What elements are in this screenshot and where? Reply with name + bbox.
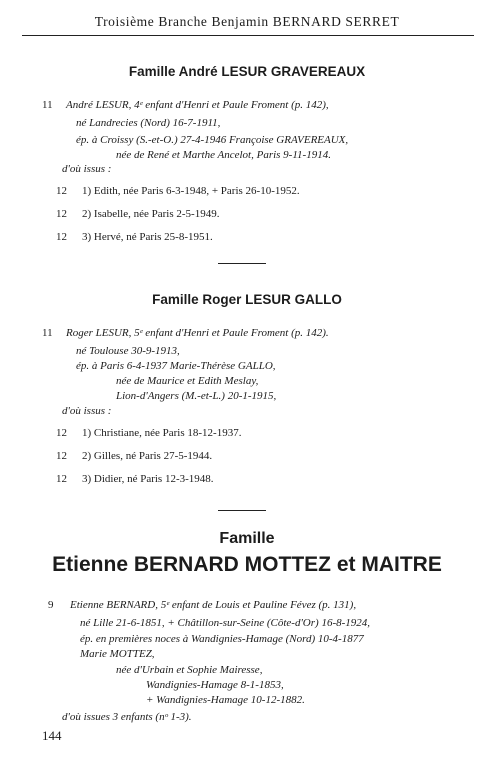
entry-line: Etienne BERNARD, 5ᵉ enfant de Louis et Pauline Févez (p. 131), bbox=[70, 599, 357, 611]
entry-line: ép. à Croissy (S.-et-O.) 27-4-1946 Françoise GRAVEREAUX, bbox=[76, 134, 349, 146]
child-number: 12 bbox=[56, 427, 67, 439]
family-title-3-names: Etienne BERNARD MOTTEZ et MAITRE bbox=[52, 553, 442, 576]
entry-line: né Landrecies (Nord) 16-7-1911, bbox=[76, 117, 221, 129]
child-number: 12 bbox=[56, 208, 67, 220]
child-line: 1) Edith, née Paris 6-3-1948, + Paris 26-10-1952. bbox=[82, 185, 300, 197]
entry-line: d'où issus : bbox=[62, 405, 112, 417]
child-number: 12 bbox=[56, 231, 67, 243]
entry-line: ép. en premières noces à Wandignies-Hamage (Nord) 10-4-1877 bbox=[80, 633, 364, 645]
entry-line: né Toulouse 30-9-1913, bbox=[76, 345, 180, 357]
running-head: Troisième Branche Benjamin BERNARD SERRET bbox=[94, 14, 400, 29]
entry-number: 11 bbox=[42, 99, 53, 111]
family-title-1: Famille André LESUR GRAVEREAUX bbox=[128, 64, 366, 79]
entry-line: d'où issues 3 enfants (nᵒ 1-3). bbox=[62, 711, 192, 723]
child-line: 2) Isabelle, née Paris 2-5-1949. bbox=[82, 208, 220, 220]
entry-line: Wandignies-Hamage 8-1-1853, bbox=[146, 679, 284, 691]
entry-line: + Wandignies-Hamage 10-12-1882. bbox=[146, 694, 305, 706]
entry-line: André LESUR, 4ᵉ enfant d'Henri et Paule Froment (p. 142), bbox=[66, 99, 329, 111]
entry-number: 11 bbox=[42, 327, 53, 339]
family-title-2: Famille Roger LESUR GALLO bbox=[152, 292, 342, 307]
entry-line: née de René et Marthe Ancelot, Paris 9-11-1914. bbox=[116, 149, 331, 161]
entry-line: Lion-d'Angers (M.-et-L.) 20-1-1915, bbox=[116, 390, 277, 402]
child-line: 3) Hervé, né Paris 25-8-1951. bbox=[82, 231, 213, 243]
entry-line: ép. à Paris 6-4-1937 Marie-Thérèse GALLO, bbox=[76, 360, 276, 372]
entry-line: d'où issus : bbox=[62, 163, 112, 175]
entry-number: 9 bbox=[48, 599, 54, 611]
entry-line: née d'Urbain et Sophie Mairesse, bbox=[116, 664, 263, 676]
child-line: 2) Gilles, né Paris 27-5-1944. bbox=[82, 450, 213, 462]
section-divider bbox=[218, 510, 266, 511]
child-number: 12 bbox=[56, 473, 67, 485]
child-line: 3) Didier, né Paris 12-3-1948. bbox=[82, 473, 214, 485]
child-number: 12 bbox=[56, 450, 67, 462]
child-line: 1) Christiane, née Paris 18-12-1937. bbox=[82, 427, 242, 439]
entry-line: Marie MOTTEZ, bbox=[80, 648, 155, 660]
child-number: 12 bbox=[56, 185, 67, 197]
entry-line: née de Maurice et Edith Meslay, bbox=[116, 375, 259, 387]
section-divider bbox=[218, 263, 266, 264]
header-rule bbox=[22, 35, 474, 36]
page-number: 144 bbox=[42, 728, 62, 743]
family-title-3-label: Famille bbox=[219, 530, 275, 547]
entry-line: né Lille 21-6-1851, + Châtillon-sur-Seine (Côte-d'Or) 16-8-1924, bbox=[80, 617, 371, 629]
entry-line: Roger LESUR, 5ᵉ enfant d'Henri et Paule Froment (p. 142). bbox=[66, 327, 329, 339]
